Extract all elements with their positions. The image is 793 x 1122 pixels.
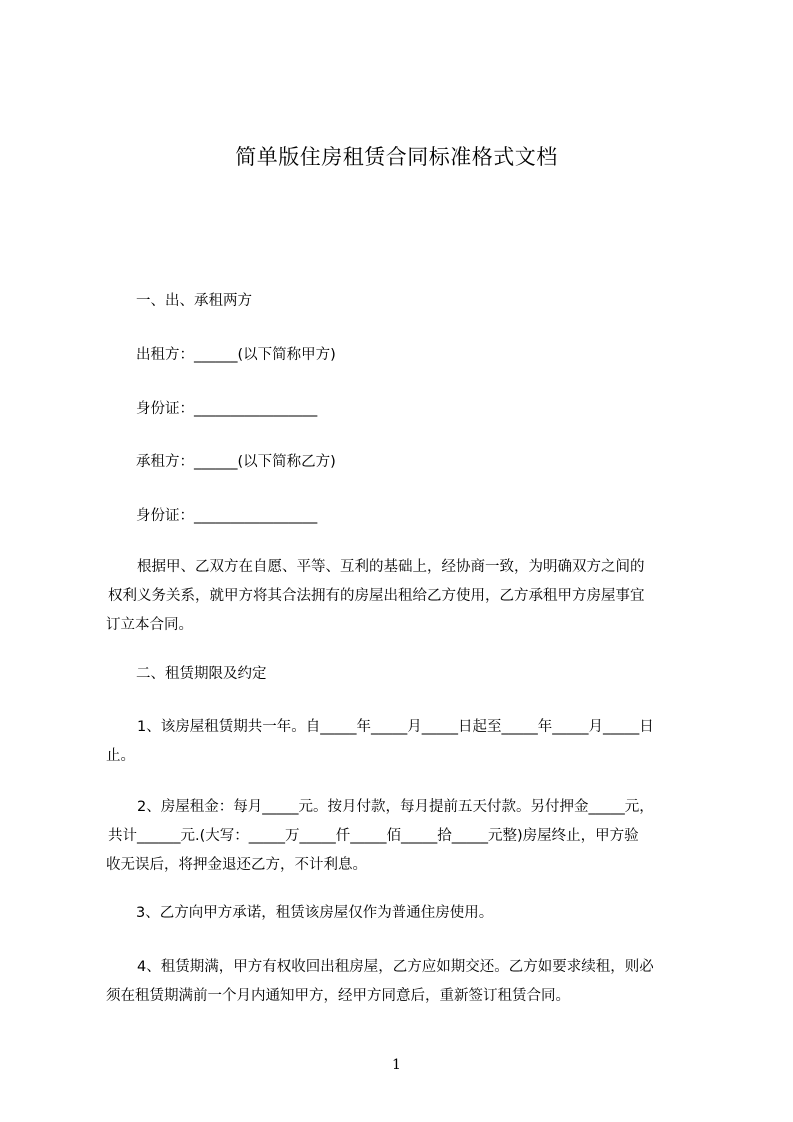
clause-2-line-2: 共计______元.(大写：_____万_____仟_____佰_____拾_____元整)房屋终止，甲方验 <box>108 828 639 844</box>
clause-3: 3、乙方向甲方承诺，租赁该房屋仅作为普通住房使用。 <box>136 905 494 921</box>
section2-heading: 二、租赁期限及约定 <box>136 666 267 682</box>
section1-heading: 一、出、承租两方 <box>136 293 252 309</box>
page-number: 1 <box>392 1057 401 1073</box>
clause-2 <box>106 793 706 880</box>
clause-1-line-1: 1、该房屋租赁期共一年。自_____年_____月_____日起至_____年_____月_____日 <box>137 719 654 735</box>
lessor-id-line: 身份证：_________________ <box>136 401 318 417</box>
lessee-id-line: 身份证：_________________ <box>136 508 318 524</box>
clause-2-line-3: 收无误后，将押金退还乙方，不计利息。 <box>106 857 367 873</box>
clause-4-line-1: 4、租赁期满，甲方有权收回出租房屋，乙方应如期交还。乙方如要求续租，则必 <box>137 959 654 975</box>
clause-1 <box>106 713 706 771</box>
clause-4-line-2: 须在租赁期满前一个月内通知甲方，经甲方同意后，重新签订租赁合同。 <box>106 988 570 1004</box>
intro-line-2: 权利义务关系，就甲方将其合法拥有的房屋出租给乙方使用，乙方承租甲方房屋事宜 <box>108 588 645 604</box>
clause-2-line-1: 2、房屋租金：每月_____元。按月付款，每月提前五天付款。另付押金_____元， <box>137 799 654 815</box>
clause-1-line-2: 止。 <box>106 748 135 764</box>
lessor-line: 出租方：______(以下简称甲方) <box>136 347 336 363</box>
intro-paragraph <box>106 553 706 640</box>
document-title: 简单版住房租赁合同标准格式文档 <box>235 145 558 169</box>
intro-line-3: 订立本合同。 <box>106 617 193 633</box>
intro-line-1: 根据甲、乙双方在自愿、平等、互利的基础上，经协商一致，为明确双方之间的 <box>137 559 645 575</box>
lessee-line: 承租方：______(以下简称乙方) <box>136 454 336 470</box>
clause-4 <box>106 953 706 1011</box>
